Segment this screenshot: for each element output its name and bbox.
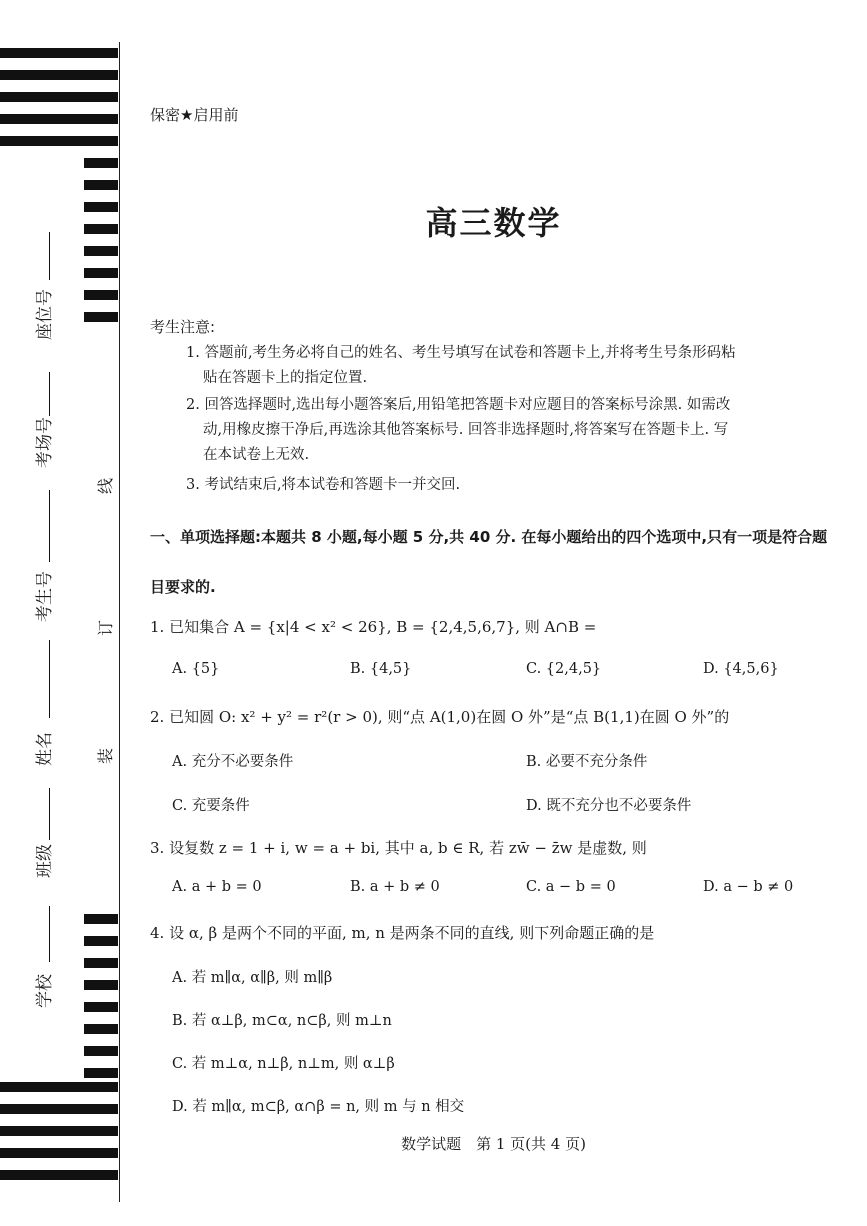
question-4-stem: 4. 设 α, β 是两个不同的平面, m, n 是两条不同的直线, 则下列命题正确的是 (150, 924, 655, 942)
binding-strip (0, 0, 122, 1226)
stripe (0, 114, 118, 124)
question-2-option-b: B. 必要不充分条件 (526, 754, 648, 770)
page-footer: 数学试题 第 1 页(共 4 页) (401, 1135, 586, 1153)
question-4-option-a: A. 若 m∥α, α∥β, 则 m∥β (172, 970, 333, 986)
notice-item-2 (186, 393, 830, 468)
stripe (0, 136, 118, 146)
stripe (84, 1068, 118, 1078)
stripe (84, 936, 118, 946)
field-underline (49, 906, 50, 962)
notice-item-1 (186, 341, 830, 391)
notice-line: 2. 回答选择题时,选出每小题答案后,用铅笔把答题卡对应题目的答案标号涂黑. 如需改 (186, 397, 731, 413)
stripe (84, 180, 118, 190)
notice-line: 动,用橡皮擦干净后,再选涂其他答案标号. 回答非选择题时,将答案写在答题卡上. 写 (203, 422, 729, 438)
notice-heading: 考生注意: (150, 318, 216, 336)
question-1-option-d: D. {4,5,6} (703, 661, 779, 677)
question-1-option-c: C. {2,4,5} (526, 661, 602, 677)
question-4-option-c: C. 若 m⊥α, n⊥β, n⊥m, 则 α⊥β (172, 1056, 395, 1072)
stripe (0, 1104, 118, 1114)
stripe (84, 914, 118, 924)
question-3-stem: 3. 设复数 z = 1 + i, w = a + bi, 其中 a, b ∈ R, 若 zw̄ − z̄w 是虚数, 则 (150, 839, 647, 857)
stripe (84, 246, 118, 256)
field-label-seat: 座位号 (35, 289, 55, 340)
stripe (84, 1046, 118, 1056)
stripe (84, 958, 118, 968)
field-label-class: 班级 (35, 844, 55, 878)
question-3-option-c: C. a − b = 0 (526, 879, 616, 895)
question-2-stem: 2. 已知圆 O: x² + y² = r²(r > 0), 则“点 A(1,0)在圆 O 外”是“点 B(1,1)在圆 O 外”的 (150, 708, 730, 726)
stripe (0, 48, 118, 58)
stripe (0, 70, 118, 80)
question-2-option-a: A. 充分不必要条件 (172, 754, 294, 770)
stripe (84, 290, 118, 300)
field-underline (49, 788, 50, 840)
question-2-option-d: D. 既不充分也不必要条件 (526, 798, 692, 814)
field-underline (49, 640, 50, 718)
stripe (84, 312, 118, 322)
notice-line: 1. 答题前,考生务必将自己的姓名、考生号填写在试卷和答题卡上,并将考生号条形码粘 (186, 345, 736, 361)
stripe (84, 1002, 118, 1012)
cut-mark-staple: 订 (96, 619, 115, 636)
page-title: 高三数学 (425, 204, 562, 242)
question-1-option-a: A. {5} (172, 661, 220, 677)
notice-line: 贴在答题卡上的指定位置. (203, 370, 368, 386)
field-label-school: 学校 (35, 974, 55, 1008)
section-heading: 一、单项选择题:本题共 8 小题,每小题 5 分,共 40 分. 在每小题给出的四个选项中,只有一项是符合题目要求的. (150, 528, 828, 596)
field-underline (49, 372, 50, 416)
question-1-option-b: B. {4,5} (350, 661, 412, 677)
question-4-option-d: D. 若 m∥α, m⊂β, α∩β = n, 则 m 与 n 相交 (172, 1099, 465, 1115)
stripe (0, 1082, 118, 1092)
stripe (84, 158, 118, 168)
stripe (84, 980, 118, 990)
stripe (84, 268, 118, 278)
field-underline (49, 490, 50, 562)
stripe (0, 1170, 118, 1180)
field-label-name: 姓名 (35, 732, 55, 766)
question-3-option-a: A. a + b = 0 (172, 879, 262, 895)
notice-line: 在本试卷上无效. (203, 447, 310, 463)
question-1-stem: 1. 已知集合 A = {x|4 < x² < 26}, B = {2,4,5,6,7}, 则 A∩B = (150, 618, 597, 636)
notice-line: 3. 考试结束后,将本试卷和答题卡一并交回. (186, 477, 461, 493)
notice-item-3 (186, 473, 830, 498)
confidential-label: 保密★启用前 (150, 106, 239, 124)
cut-mark-line: 线 (96, 477, 115, 494)
stripe (84, 1024, 118, 1034)
question-4-option-b: B. 若 α⊥β, m⊂α, n⊂β, 则 m⊥n (172, 1013, 392, 1029)
field-label-exam-id: 考生号 (35, 571, 55, 622)
field-label-exam-room: 考场号 (35, 417, 55, 468)
question-3-option-d: D. a − b ≠ 0 (703, 879, 794, 895)
stripe (0, 92, 118, 102)
question-2-option-c: C. 充要条件 (172, 798, 250, 814)
cut-mark-bind: 装 (96, 747, 115, 764)
question-3-option-b: B. a + b ≠ 0 (350, 879, 440, 895)
